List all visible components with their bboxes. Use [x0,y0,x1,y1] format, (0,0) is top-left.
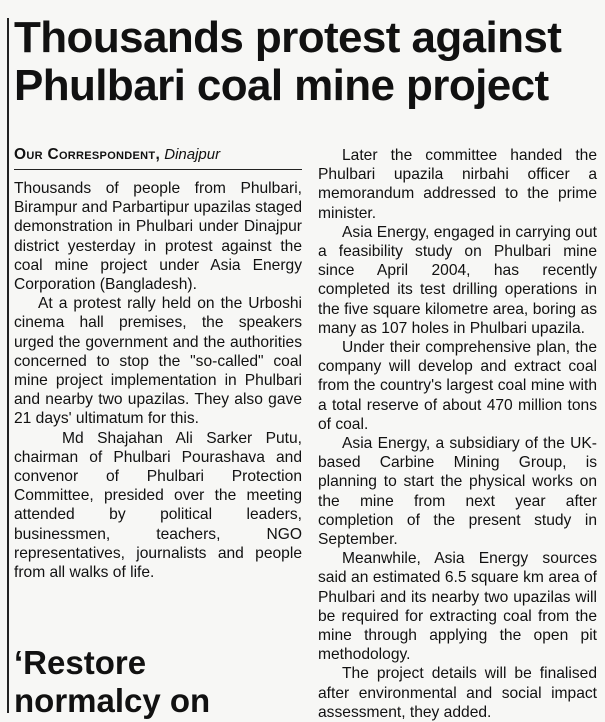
article-paragraph: Later the committee handed the Phulbari upazila nirbahi officer a memorandum addressed to the prime minister. [318,147,597,222]
headline-line-2: Phulbari coal mine project [14,61,549,110]
article-paragraph: Under their comprehensive plan, the company will develop and extract coal from the country's largest coal mine with a total reserve of about 470 million tons of coal. [318,339,597,433]
byline-correspondent: Our Correspondent, [14,146,161,163]
article-paragraph: Thousands of people from Phulbari, Birampur and Parbartipur upazilas staged demonstration in Phulbari under Dinajpur district yesterday in protest against the coal mine project under Asia Energy Corporation (Bangladesh). [14,180,302,294]
article-paragraph: At a protest rally held on the Urboshi cinema hall premises, the speakers urged the government and the authorities concerned to stop the "so-called" coal mine project implementation in Phulbari and nearby two upazilas. They also gave 21 days' ultimatum for this. [14,295,302,428]
article-paragraph: Meanwhile, Asia Energy sources said an estimated 6.5 square km area of Phulbari and its nearby two upazilas will be required for extracting coal from the mine through applying the open pit methodology. [318,550,597,664]
article-paragraph: Md Shajahan Ali Sarker Putu, chairman of Phulbari Pourashava and convenor of Phulbari Protection Committee, presided over the meeting attended by political leaders, businessmen, teachers, NGO representatives, journalists and people from all walks of life. [14,429,302,582]
article-paragraph: Asia Energy, a subsidiary of the UK-based Carbine Mining Group, is planning to start the physical works on the mine from next year after completion of the present study in September. [318,435,597,549]
article-headline [14,14,604,110]
column-rule [7,18,9,713]
article-left-column [14,146,302,582]
next-headline-line-2: normalcy on [14,682,211,719]
byline-location: Dinajpur [164,146,221,163]
article-right-column [318,146,597,722]
article-paragraph: The project details will be finalised after environmental and social impact assessment, they added. [318,665,597,721]
byline [14,146,302,170]
next-article-headline [14,644,304,720]
article-paragraph: Asia Energy, engaged in carrying out a feasibility study on Phulbari mine since April 2004, has recently completed its test drilling operations in the five square kilometre area, boring as many as 107 holes in Phulbari upazila. [318,223,597,337]
headline-line-1: Thousands protest against [14,13,562,62]
next-headline-line-1: ‘Restore [14,644,147,681]
